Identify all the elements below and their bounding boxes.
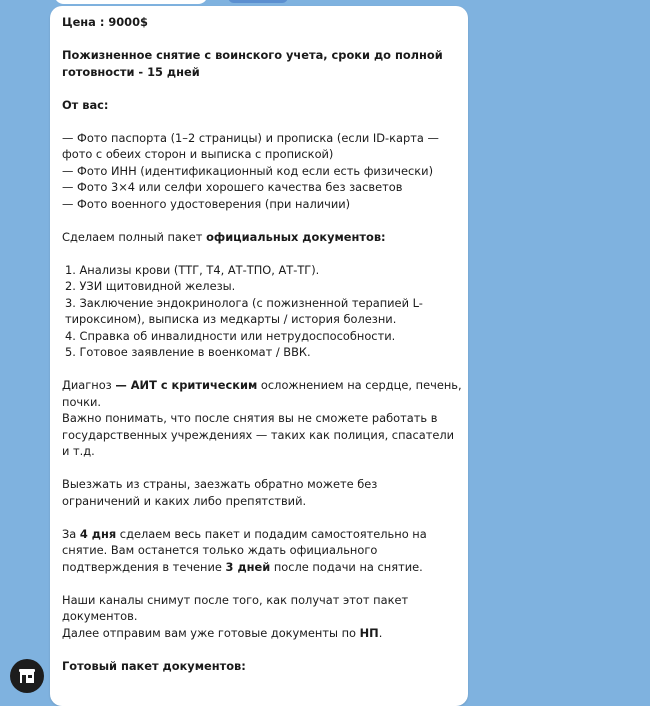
warning-line: Важно понимать, что после снятия вы не сможете работать в [62,411,438,425]
timeline-mid: сделаем весь пакет и подадим самостоятельно на [116,526,427,541]
diagnosis-line [62,377,462,394]
list-item: 4. Справка об инвалидности или нетрудоспособности. [65,328,396,343]
previous-message-bubble [54,0,208,4]
travel-line: Выезжать из страны, заезжать обратно можете без [62,477,378,491]
timeline-confirm-days: 3 дней [225,559,271,574]
send-prefix: Далее отправим вам уже готовые документы по [62,625,360,640]
travel-line: ограничений и каких либо препятствий. [62,493,307,508]
ready-title [62,658,458,675]
diagnosis-prefix: Диагноз [62,378,116,392]
list-item: 5. Готовое заявление в военкомат / ВВК. [65,345,311,359]
warning-line: государственных учреждениях — таких как полиция, спасатели [62,427,455,442]
list-item: 2. УЗИ щитовидной железы. [65,279,236,293]
from-you-title [62,97,458,114]
package-prefix: Сделаем полный пакет [62,229,207,244]
timeline-prefix: За [62,526,80,541]
ready-title-text: Готовый пакет документов: [62,658,246,673]
travel-paragraph [62,476,458,509]
shop-icon [17,666,37,686]
timeline-paragraph [62,526,458,576]
list-item: — Фото военного удостоверения (при наличии) [62,196,351,211]
list-item: фото с обеих сторон и выписка с пропиской) [62,147,334,161]
package-line [62,229,458,246]
send-bold: НП [359,625,379,640]
price-line [62,14,458,31]
send-line [62,625,458,642]
timeline-line [62,526,458,543]
previous-button-stub[interactable] [228,0,288,3]
timeline-l3-prefix: подтверждения в течение [62,559,226,574]
warning-line: и т.д. [62,444,95,458]
list-item: — Фото паспорта (1–2 страницы) и прописка (если ID-карта — [62,130,439,145]
send-suffix: . [378,625,383,640]
list-item: 3. Заключение эндокринолога (с пожизненной терапией L- [65,295,423,310]
package-intro [62,229,458,246]
diagnosis-paragraph [62,377,462,460]
package-bold: официальных документов: [206,229,386,244]
price: Цена : 9000$ [62,15,148,29]
list-item: 1. Анализы крови (ТТГ, Т4, АТ-ТПО, АТ-ТГ). [65,262,320,277]
channels-paragraph [62,592,458,642]
timeline-line: снятие. Вам останется только ждать официального [62,543,378,557]
message-text [62,14,462,691]
diagnosis-bold: — АИТ с критическим [115,378,258,392]
timeline-days: 4 дня [79,526,117,541]
timeline-l3-suffix: после подачи на снятие. [270,559,423,574]
documents-list [62,262,458,361]
diagnosis-rest: осложнением на сердце, печень, [257,378,462,392]
timeline-line [62,559,458,576]
requirements-list [62,130,458,213]
headline-line: готовности - 15 дней [62,64,200,79]
channels-line: Наши каналы снимут после того, как получат этот пакет [62,592,409,607]
list-item-continuation: тироксином), выписка из медкарты / история болезни. [65,312,397,326]
headline-line: Пожизненное снятие с воинского учета, сроки до полной [62,48,443,62]
headline [62,47,458,80]
from-you-label: От вас: [62,97,109,112]
avatar[interactable] [10,659,44,693]
channels-line: документов. [62,609,138,623]
list-item: — Фото ИНН (идентификационный код если есть физически) [62,163,434,178]
diagnosis-line: почки. [62,394,102,409]
list-item: — Фото 3×4 или селфи хорошего качества без засветов [62,180,403,194]
